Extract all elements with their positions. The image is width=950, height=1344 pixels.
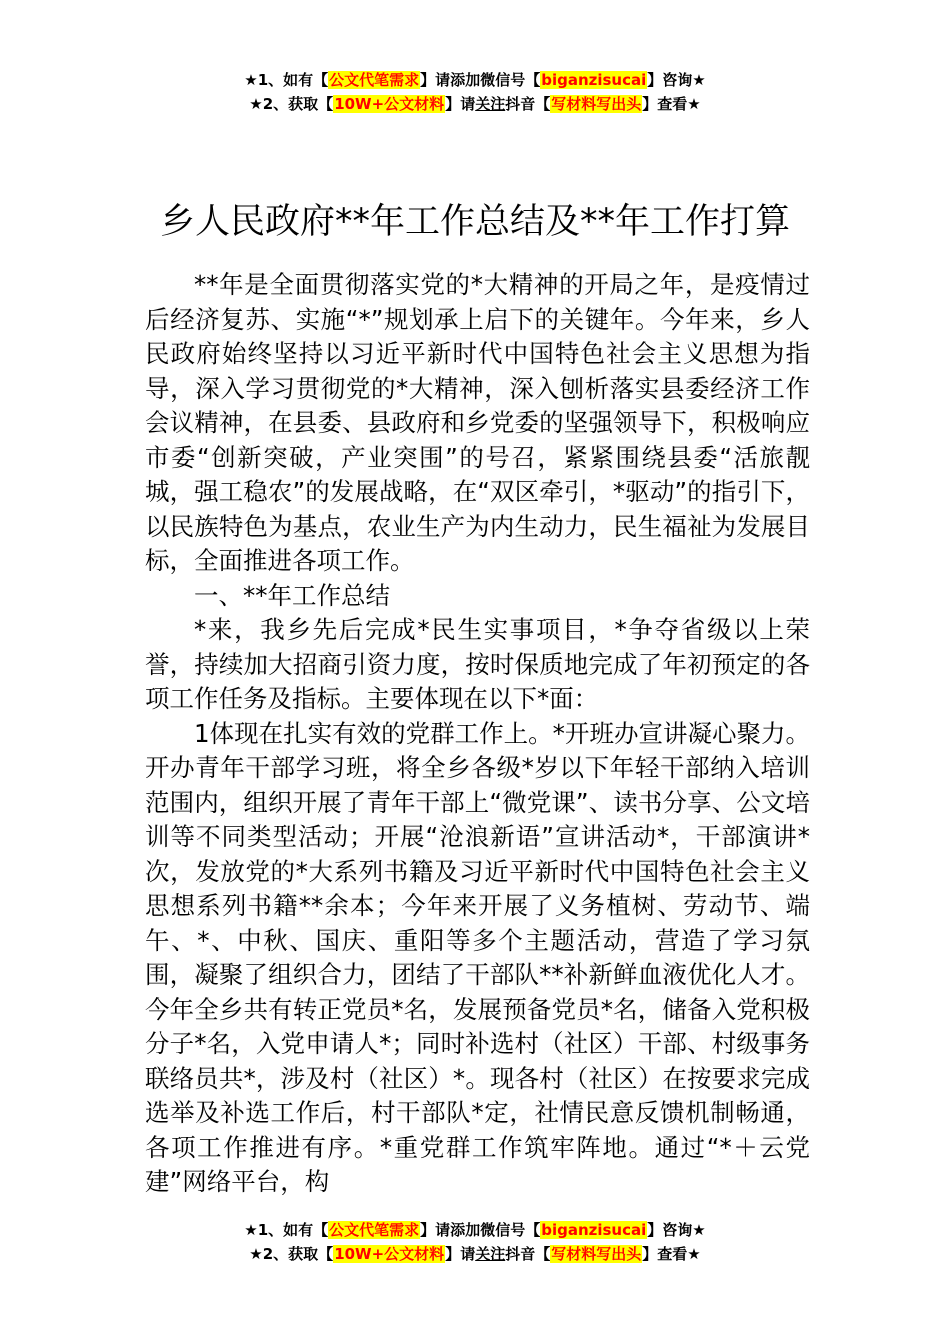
promo-text: ★1、如有【	[244, 71, 329, 89]
promo-text: 加	[465, 71, 481, 89]
paragraph-intro: **年是全面贯彻落实党的*大精神的开局之年，是疫情过后经济复苏、实施“*”规划承上启下的关键年。今年来，乡人民政府始终坚持以习近平新时代中国特色社会主义思想为指导，深入学习贯彻党的*大精神，深入刨析落实县委经济工作会议精神，在县委、县政府和乡党委的坚强领导下，积极响应市委“创新突破，产业突围”的号召，紧紧围绕县委“活旅靓城，强工稳农”的发展战略，在“双区牵引，*驱动”的指引下，以民族特色为基点，农业生产为内生动力，民生福祉为发展目标，全面推进各项工作。	[145, 270, 810, 575]
promo-highlight: biganzisucai	[541, 71, 647, 89]
paragraph-summary: *来，我乡先后完成*民生实事项目，*争夺省级以上荣誉，持续加大招商引资力度，按时保质地完成了年初预定的各项工作任务及指标。主要体现在以下*面：	[145, 615, 810, 713]
promo-line-2	[0, 92, 950, 116]
promo-highlight: 10W+公文材料	[334, 95, 445, 113]
document-title: 乡人民政府**年工作总结及**年工作打算	[159, 202, 790, 243]
promo-text: 】请添	[420, 1221, 466, 1239]
promo-text: 微信号【	[480, 1221, 541, 1239]
promo-banner-bottom	[0, 1218, 950, 1266]
promo-text: 】请	[445, 95, 476, 113]
promo-text: 】查看★	[642, 1245, 701, 1263]
promo-banner-top	[0, 68, 950, 116]
promo-highlight: 公文代笔需求	[329, 71, 420, 89]
promo-text: 抖音【	[505, 95, 551, 113]
promo-line-1	[0, 68, 950, 92]
promo-text: 】查看★	[642, 95, 701, 113]
promo-text: ★2、获取【	[249, 95, 334, 113]
promo-text: ★1、如有【	[244, 1221, 329, 1239]
promo-line-1	[0, 1218, 950, 1242]
promo-highlight: 写材料写出头	[551, 95, 642, 113]
promo-text: ★2、获取【	[249, 1245, 334, 1263]
promo-text: 】请添	[420, 71, 466, 89]
promo-highlight: 写材料写出头	[551, 1245, 642, 1263]
promo-text: 】请	[445, 1245, 476, 1263]
promo-line-2	[0, 1242, 950, 1266]
promo-highlight: 10W+公文材料	[334, 1245, 445, 1263]
promo-text: 加	[465, 1221, 481, 1239]
promo-text: 】咨询★	[647, 71, 706, 89]
promo-highlight: biganzisucai	[541, 1221, 647, 1239]
paragraph-party-work: 1体现在扎实有效的党群工作上。*开班办宣讲凝心聚力。开办青年干部学习班，将全乡各级*岁以下年轻干部纳入培训范围内，组织开展了青年干部上“微党课”、读书分享、公文培训等不同类型活动；开展“沧浪新语”宣讲活动*，干部演讲*次，发放党的*大系列书籍及习近平新时代中国特色社会主义思想系列书籍**余本；今年来开展了义务植树、劳动节、端午、*、中秋、国庆、重阳等多个主题活动，营造了学习氛围，凝聚了组织合力，团结了干部队**补新鲜血液优化人才。今年全乡共有转正党员*名，发展预备党员*名，储备入党积极分子*名，入党申请人*；同时补选村（社区）干部、村级事务联络员共*，涉及村（社区）*。现各村（社区）在按要求完成选举及补选工作后，村干部队*定，社情民意反馈机制畅通，各项工作推进有序。*重党群工作筑牢阵地。通过“*＋云党建”网络平台，构	[145, 718, 810, 1196]
document-body	[145, 268, 810, 1200]
section-heading: 一、**年工作总结	[194, 580, 390, 610]
promo-text: 微信号【	[480, 71, 541, 89]
promo-text: 抖音【	[505, 1245, 551, 1263]
promo-text: 】咨询★	[647, 1221, 706, 1239]
promo-text: 关注	[475, 1245, 506, 1263]
promo-highlight: 公文代笔需求	[329, 1221, 420, 1239]
promo-text: 关注	[475, 95, 506, 113]
